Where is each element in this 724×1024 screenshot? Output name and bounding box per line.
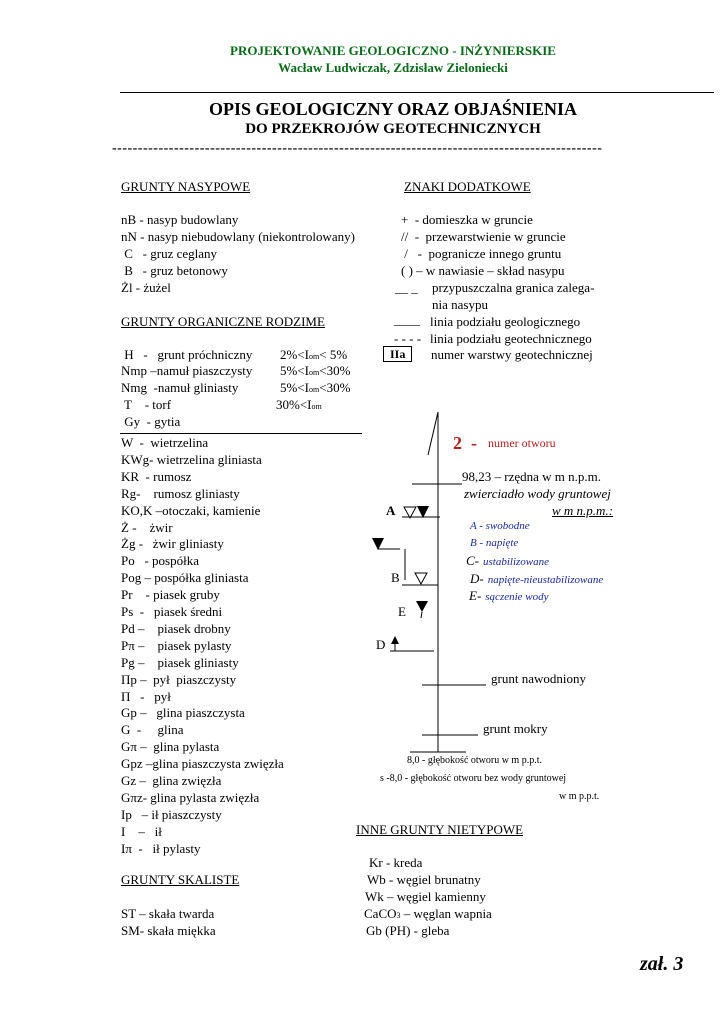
saturated-label: grunt nawodniony bbox=[491, 671, 586, 686]
range: 5%<Iom<30% bbox=[280, 363, 351, 378]
list-item: G - glina bbox=[121, 722, 184, 738]
geo-line-label: linia podziału geologicznego bbox=[430, 314, 581, 329]
dash-divider: ----------------------------------------------------------------------------------------------- bbox=[112, 141, 603, 156]
water-table-units: w m n.p.m.: bbox=[552, 503, 614, 518]
list-item: Kr - kreda bbox=[369, 855, 423, 870]
list-item: Ż - żwir bbox=[121, 519, 173, 535]
list-item: Πp – pył piaszczysty bbox=[121, 671, 237, 687]
list-item: H - grunt próchniczny bbox=[121, 347, 253, 362]
geo-line-symbol: ____ bbox=[394, 312, 420, 327]
letter-e: E bbox=[398, 604, 406, 619]
depth-dry-units: w m p.p.t. bbox=[559, 791, 600, 802]
depth-label: 8,0 - głębokość otworu w m p.p.t. bbox=[407, 755, 542, 766]
list-item: Gy - gytia bbox=[121, 414, 181, 429]
list-item: Gp – glina piaszczysta bbox=[121, 705, 245, 721]
water-type-d: D- napięte-nieustabilizowane bbox=[470, 571, 604, 586]
authors: Wacław Ludwiczak, Zdzisław Zieloniecki bbox=[278, 60, 508, 75]
arrow-up-icon bbox=[391, 636, 399, 644]
list-item: Wk – węgiel kamienny bbox=[365, 889, 486, 904]
page-subtitle: DO PRZEKROJÓW GEOTECHNICZNYCH bbox=[245, 121, 541, 137]
list-item: Pr - piasek gruby bbox=[121, 587, 220, 603]
letter-a: A bbox=[386, 503, 396, 518]
range: 5%<Iom<30% bbox=[280, 380, 351, 395]
list-item: Nmp –namuł piaszczysty bbox=[121, 363, 253, 378]
water-triangle-filled-icon bbox=[417, 506, 429, 518]
letter-d: D bbox=[376, 637, 386, 652]
list-item: KO,K –otoczaki, kamienie bbox=[121, 502, 261, 518]
list-item: B - gruz betonowy bbox=[121, 263, 228, 278]
list-item: nN - nasyp niebudowlany (niekontrolowany) bbox=[121, 229, 355, 244]
list-item: / - pogranicze innego gruntu bbox=[401, 246, 562, 261]
letter-b: B bbox=[391, 570, 400, 585]
list-item: SM- skała miękka bbox=[121, 923, 216, 938]
list-item: T - torf bbox=[121, 397, 172, 412]
list-item: Π - pył bbox=[121, 688, 171, 704]
list-item: Nmg -namuł gliniasty bbox=[121, 380, 239, 395]
list-item: W - wietrzelina bbox=[121, 435, 209, 450]
list-item: Pg – piasek gliniasty bbox=[121, 654, 239, 670]
borehole-number-label: numer otworu bbox=[488, 436, 556, 450]
list-item: ST – skała twarda bbox=[121, 906, 215, 921]
boundary-label: przypuszczalna granica zalega- bbox=[432, 280, 595, 295]
heading-skaliste: GRUNTY SKALISTE bbox=[121, 872, 240, 887]
water-type-b: B - napięte bbox=[470, 537, 519, 549]
heading-nasypowe: GRUNTY NASYPOWE bbox=[121, 179, 251, 194]
water-type-a: A - swobodne bbox=[470, 520, 530, 532]
attachment-number: zał. 3 bbox=[640, 953, 684, 975]
water-triangle-filled-icon bbox=[416, 601, 428, 612]
list-item: Gπ – glina pylasta bbox=[121, 739, 220, 755]
list-item: Gb (PH) - gleba bbox=[366, 923, 450, 938]
geotech-line-label: linia podziału geotechnicznego bbox=[430, 331, 592, 346]
layer-number-label: numer warstwy geotechnicznej bbox=[431, 347, 593, 362]
list-item: ( ) – w nawiasie – skład nasypu bbox=[401, 263, 565, 278]
heading-nietypowe: INNE GRUNTY NIETYPOWE bbox=[356, 822, 524, 837]
list-item: Pog – pospółka gliniasta bbox=[121, 570, 249, 586]
list-item: + - domieszka w gruncie bbox=[401, 212, 533, 227]
company-name: PROJEKTOWANIE GEOLOGICZNO - INŻYNIERSKIE bbox=[230, 43, 556, 58]
heading-organiczne: GRUNTY ORGANICZNE RODZIME bbox=[121, 314, 325, 329]
list-item: I – ił bbox=[121, 823, 162, 839]
list-item: Gpz –glina piaszczysta zwięzła bbox=[121, 756, 284, 772]
list-item: KWg- wietrzelina gliniasta bbox=[121, 451, 262, 467]
heading-znaki: ZNAKI DODATKOWE bbox=[404, 179, 531, 194]
range: 30%<Iom bbox=[276, 397, 322, 412]
boundary-label-cont: nia nasypu bbox=[432, 297, 488, 312]
water-triangle-open-icon bbox=[404, 507, 416, 518]
water-table-title: zwierciadło wody gruntowej bbox=[464, 486, 611, 501]
layer-number-box: IIa bbox=[383, 346, 412, 362]
list-item: Gπz- glina pylasta zwięzła bbox=[121, 789, 260, 805]
elevation-label: 98,23 – rzędna w m n.p.m. bbox=[462, 469, 602, 484]
list-item: Gz – glina zwięzła bbox=[121, 773, 222, 788]
list-item: Pπ – piasek pylasty bbox=[121, 637, 232, 653]
list-item: Żl - żużel bbox=[121, 280, 171, 295]
water-type-e: E- sączenie wody bbox=[469, 588, 549, 603]
list-item: Ip – ił piaszczysty bbox=[121, 806, 222, 822]
list-item: C - gruz ceglany bbox=[121, 246, 218, 261]
water-triangle-open-icon bbox=[415, 573, 427, 584]
borehole-number: 2 - bbox=[453, 433, 477, 453]
page-title: OPIS GEOLOGICZNY ORAZ OBJAŚNIENIA bbox=[209, 99, 577, 119]
list-item: Po - pospółka bbox=[121, 553, 199, 569]
wet-label: grunt mokry bbox=[483, 721, 548, 736]
list-item: KR - rumosz bbox=[121, 468, 192, 484]
list-item: Pd – piasek drobny bbox=[121, 620, 231, 636]
list-item: Ps - piasek średni bbox=[121, 604, 223, 619]
geotech-line-symbol: - - - - bbox=[394, 331, 422, 346]
borehole-flag bbox=[428, 412, 438, 455]
range: 2%<Iom< 5% bbox=[280, 347, 348, 362]
water-type-c: C- ustabilizowane bbox=[466, 553, 550, 568]
list-item: nB - nasyp budowlany bbox=[121, 212, 239, 227]
list-item: Żg - żwir gliniasty bbox=[121, 536, 224, 552]
boundary-symbol: __ _ bbox=[395, 280, 418, 295]
list-item: Iπ - ił pylasty bbox=[121, 840, 201, 856]
list-item: // - przewarstwienie w gruncie bbox=[401, 229, 566, 244]
water-triangle-filled-icon bbox=[372, 538, 384, 550]
list-item: Rg- rumosz gliniasty bbox=[121, 485, 240, 501]
depth-dry-label: s -8,0 - głębokość otworu bez wody gruntowej bbox=[380, 773, 567, 784]
list-item: Wb - węgiel brunatny bbox=[367, 872, 481, 887]
list-item: CaCO3 – węglan wapnia bbox=[364, 906, 492, 921]
